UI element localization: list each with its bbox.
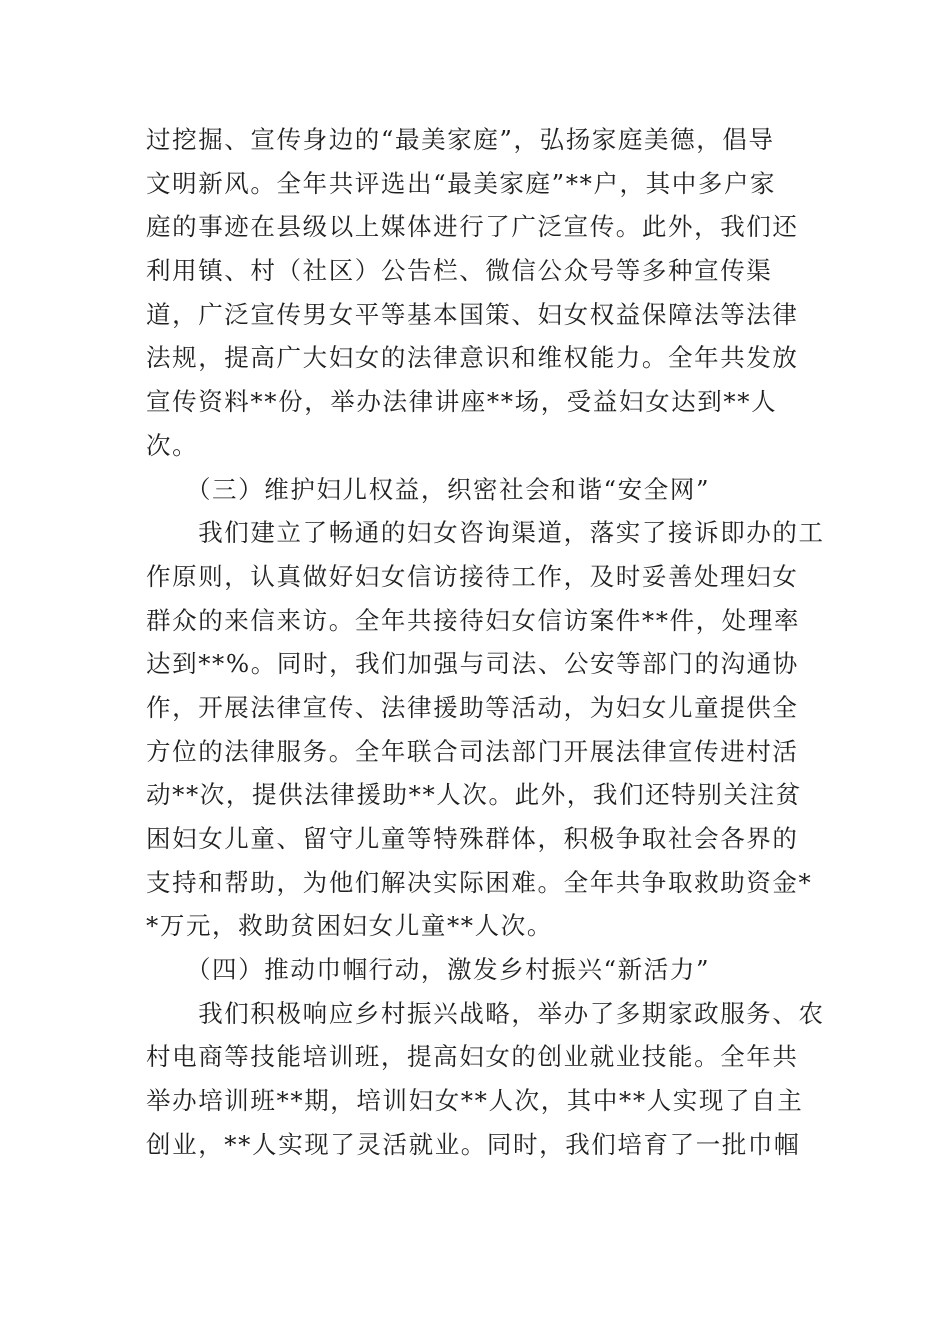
text-line: 庭的事迹在县级以上媒体进行了广泛宣传。此外，我们还 [146,212,799,242]
section-heading-4: （四）推动巾帼行动，激发乡村振兴“新活力” [146,955,711,985]
text-line: 利用镇、村（社区）公告栏、微信公众号等多种宣传渠 [146,256,773,286]
text-line: 作，开展法律宣传、法律援助等活动，为妇女儿童提供全 [146,692,799,722]
text-line: 达到**%。同时，我们加强与司法、公安等部门的沟通协 [146,649,799,679]
text-line: 支持和帮助，为他们解决实际困难。全年共争取救助资金* [146,867,813,897]
text-line: 过挖掘、宣传身边的“最美家庭”，弘扬家庭美德，倡导 [146,125,775,154]
text-line: 群众的来信来访。全年共接待妇女信访案件**件，处理率 [146,605,801,635]
text-line: 我们建立了畅通的妇女咨询渠道，落实了接诉即办的工 [146,518,825,548]
text-line: 创业，**人实现了灵活就业。同时，我们培育了一批巾帼 [146,1129,801,1159]
text-line: 次。 [146,430,199,460]
text-line: 困妇女儿童、留守儿童等特殊群体，积极争取社会各界的 [146,824,799,853]
text-line: 道，广泛宣传男女平等基本国策、妇女权益保障法等法律 [146,299,799,329]
text-line: *万元，救助贫困妇女儿童**人次。 [146,911,553,941]
text-line: 方位的法律服务。全年联合司法部门开展法律宣传进村活 [146,736,799,766]
text-line: 村电商等技能培训班，提高妇女的创业就业技能。全年共 [146,1042,799,1072]
document-body [146,118,825,1167]
text-line: 动**次，提供法律援助**人次。此外，我们还特别关注贫 [146,780,802,810]
section-heading-3: （三）维护妇儿权益，织密社会和谐“安全网” [146,474,711,504]
text-line: 法规，提高广大妇女的法律意识和维权能力。全年共发放 [146,343,799,373]
text-line: 宣传资料**份，举办法律讲座**场，受益妇女达到**人 [146,387,778,417]
text-line: 我们积极响应乡村振兴战略，举办了多期家政服务、农 [146,998,825,1028]
text-line: 作原则，认真做好妇女信访接待工作，及时妥善处理妇女 [146,561,799,591]
text-line: 举办培训班**期，培训妇女**人次，其中**人实现了自主 [146,1086,804,1116]
text-line: 文明新风。全年共评选出“最美家庭”**户，其中多户家 [146,168,777,198]
